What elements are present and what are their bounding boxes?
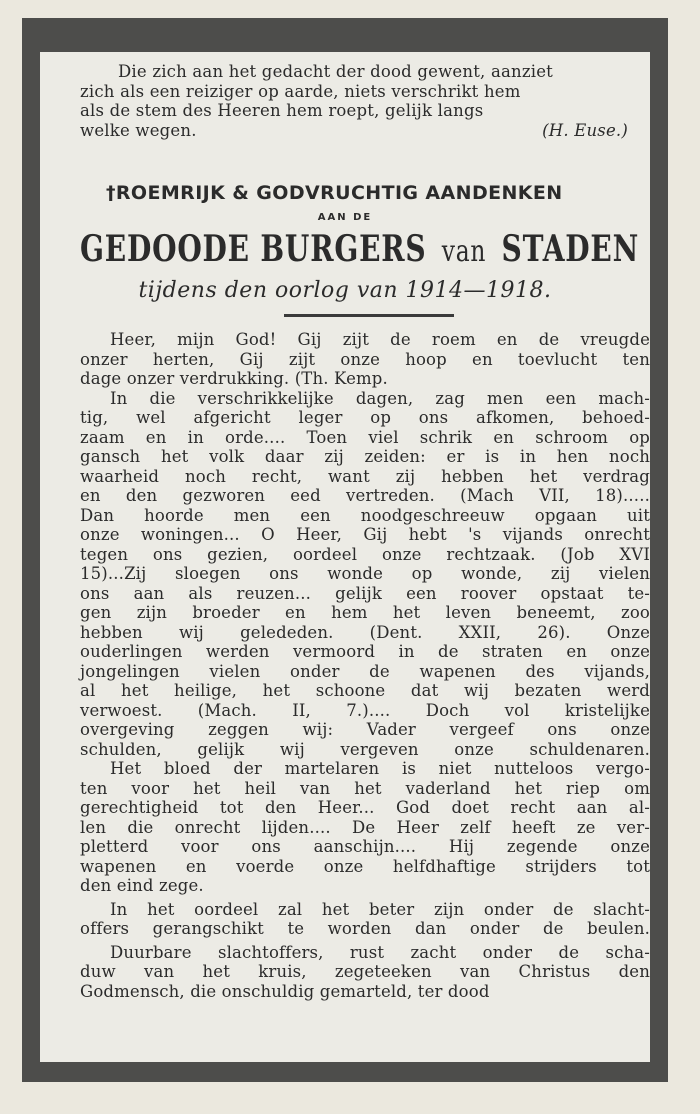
body-line: zaam en in orde.... Toen viel schrik en schroom op (80, 427, 650, 447)
body-line: gen zijn broeder en hem het leven beneemt, zoo (80, 603, 650, 622)
body-line: Dan hoorde men een noodgeschreeuw opgaan uit (80, 505, 650, 525)
body-line: In die verschrikkelijke dagen, zag men een mach- (110, 388, 650, 408)
body-line: In het oordeel zal het beter zijn onder de slacht- (110, 899, 650, 919)
body-line: len die onrecht lijden.... De Heer zelf heeft ze ver- (80, 817, 650, 837)
card-content (40, 52, 650, 1062)
body-line: duw van het kruis, zegeteeken van Christus den (80, 962, 650, 981)
quote-line (80, 121, 640, 141)
quote-attribution: (H. Euse.) (542, 120, 628, 140)
title-part1: GEDOODE BURGERS (80, 228, 427, 270)
body-line: den eind zege. (80, 876, 204, 895)
body-line: dage onzer verdrukking. (Th. Kemp. (80, 369, 388, 388)
body-line: ons aan als reuzen... gelijk een roover opstaat te- (80, 583, 650, 603)
opening-quote (80, 62, 640, 140)
body-line: onzer herten, Gij zijt onze hoop en toevlucht ten (80, 349, 650, 369)
body-line: waarheid noch recht, want zij hebben het verdrag (80, 466, 650, 486)
body-line: schulden, gelijk wij vergeven onze schuldenaren. (80, 739, 650, 759)
body-line: jongelingen vielen onder de wapenen des vijands, (80, 661, 650, 681)
subtitle: tijdens den oorlog van 1914—1918. (138, 278, 552, 303)
body-line: ouderlingen werden vermoord in de straten en onze (80, 642, 650, 661)
aan-de-label: AAN DE (317, 212, 373, 223)
body-line: tegen ons gezien, oordeel onze rechtzaak. (Job XVI (80, 544, 650, 564)
body-line: Duurbare slachtoffers, rust zacht onder de scha- (110, 942, 650, 962)
body-line: wapenen en voerde onze helfdhaftige strijders tot (80, 856, 650, 876)
quote-line: Die zich aan het gedacht der dood gewent, aanziet (118, 62, 554, 81)
title-part2: STADEN (501, 228, 640, 270)
body-line: Het bloed der martelaren is niet nutteloos vergo- (110, 759, 650, 778)
body-line: hebben wij gelededen. (Dent. XXII, 26). Onze (80, 622, 650, 642)
divider-rule (284, 314, 454, 317)
body-line: gansch het volk daar zij zeiden: er is in hen noch (80, 447, 650, 466)
body-line: onze woningen... O Heer, Gij hebt 's vijands onrecht (80, 525, 650, 544)
body-line: overgeving zeggen wij: Vader vergeef ons onze (80, 720, 650, 739)
memorial-heading (106, 182, 646, 204)
quote-line-text: welke wegen. (80, 120, 197, 140)
body-line: tig, wel afgericht leger op ons afkomen, behoed- (80, 408, 650, 427)
body-line: verwoest. (Mach. II, 7.).... Doch vol kristelijke (80, 700, 650, 720)
quote-line: zich als een reiziger op aarde, niets verschrikt hem (80, 81, 521, 101)
body-line: gerechtigheid tot den Heer... God doet recht aan al- (80, 798, 650, 817)
body-line: 15)...Zij sloegen ons wonde op wonde, zij vielen (80, 564, 650, 583)
body-line: pletterd voor ons aanschijn.... Hij zegende onze (80, 837, 650, 856)
title-van: van (441, 234, 487, 269)
quote-line: als de stem des Heeren hem roept, gelijk langs (80, 101, 484, 120)
body-line: Heer, mijn God! Gij zijt de roem en de vreugde (110, 330, 650, 349)
body-line: al het heilige, het schoone dat wij bezaten werd (80, 681, 650, 700)
cross-icon: † (106, 182, 116, 204)
body-line: Godmensch, die onschuldig gemarteld, ter dood (80, 981, 490, 1001)
memorial-heading-text: ROEMRIJK & GODVRUCHTIG AANDENKEN (115, 182, 563, 204)
body-line: offers gerangschikt te worden dan onder de beulen. (80, 919, 650, 938)
body-line: ten voor het heil van het vaderland het riep om (80, 778, 650, 798)
black-border-frame (22, 18, 668, 1082)
body-line: en den gezworen eed vertreden. (Mach VII, 18)..... (80, 486, 650, 505)
body-text (80, 330, 650, 1001)
page-title (80, 228, 640, 270)
